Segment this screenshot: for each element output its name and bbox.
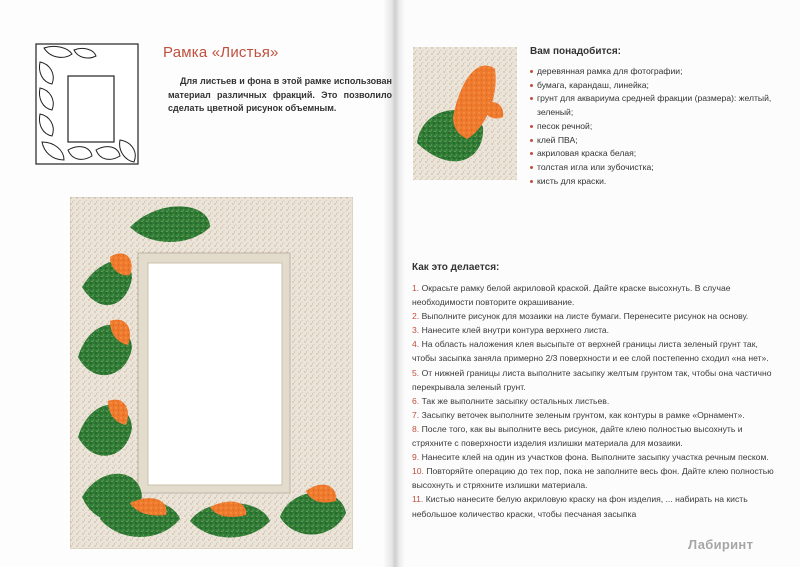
intro-text: Для листьев и фона в этой рамке использован материал различных фракций. Это позволило сделать цветной рисунок объемным. xyxy=(168,76,392,113)
step-text: От нижней границы листа выполните засыпку желтым грунтом так, чтобы она частично перекрывала зеленый грунт. xyxy=(412,367,772,392)
leaves-frame-photo xyxy=(70,197,353,549)
step-item xyxy=(412,281,780,309)
step-number: 3. xyxy=(412,325,420,336)
step-item xyxy=(412,464,780,492)
step-item xyxy=(412,394,780,408)
step-text: После того, как вы выполните весь рисунок, дайте клею полностью высохнуть и стряхните с поверхности изделия излишки материала для мозаики. xyxy=(412,423,743,449)
step-item xyxy=(412,323,780,337)
leaf-closeup-photo xyxy=(413,47,517,180)
step-number: 11. xyxy=(412,494,424,505)
step-text: Повторяйте операцию до тех пор, пока не заполните весь фон. Дайте клею полностью высохнуть и стряхните излишки материала. xyxy=(412,466,774,491)
step-number: 1. xyxy=(412,283,420,293)
step-item xyxy=(412,422,780,450)
step-item xyxy=(412,366,780,394)
frame-scheme-diagram xyxy=(34,42,140,170)
list-item: кисть для краски. xyxy=(530,175,780,189)
step-item xyxy=(412,408,780,422)
step-text: Кистью нанесите белую акриловую краску на фон изделия, ... набирать на кисть небольшое количество краски, чтобы песчаная засыпка xyxy=(412,494,748,519)
step-item xyxy=(412,309,780,323)
watermark-logo: Лабиринт xyxy=(688,537,754,552)
list-item: деревянная рамка для фотографии; xyxy=(530,65,780,79)
steps-heading: Как это делается: xyxy=(412,262,500,273)
step-number: 2. xyxy=(412,311,420,322)
step-text: Окрасьте рамку белой акриловой краской. Дайте краске высохнуть. В случае необходимости повторите окрашивание. xyxy=(412,283,731,308)
list-item: песок речной; xyxy=(530,120,780,134)
step-text: Выполните рисунок для мозаики на листе бумаги. Перенесите рисунок на основу. xyxy=(421,311,749,322)
step-item xyxy=(412,337,780,365)
materials-list xyxy=(530,65,780,188)
list-item: грунт для аквариума средней фракции (размера): желтый, зеленый; xyxy=(530,92,780,119)
step-number: 9. xyxy=(412,452,420,463)
step-text: Так же выполните засыпку остальных листьев. xyxy=(421,395,610,406)
step-text: Засыпку веточек выполните зеленым грунтом, как контуры в рамке «Орнамент». xyxy=(421,409,745,420)
step-number: 4. xyxy=(412,339,420,350)
page-title: Рамка «Листья» xyxy=(163,44,279,61)
step-number: 6. xyxy=(412,395,420,406)
list-item: акриловая краска белая; xyxy=(530,147,780,161)
step-number: 7. xyxy=(412,409,420,420)
step-item xyxy=(412,450,780,464)
step-number: 5. xyxy=(412,367,420,378)
list-item: клей ПВА; xyxy=(530,134,780,148)
steps-list xyxy=(412,281,780,521)
step-number: 8. xyxy=(412,423,420,434)
needs-heading: Вам понадобится: xyxy=(530,46,621,57)
step-text: Нанесите клей внутри контура верхнего листа. xyxy=(421,325,610,336)
step-item xyxy=(412,492,780,520)
step-text: Нанесите клей на один из участков фона. Выполните засыпку участка речным песком. xyxy=(421,452,769,463)
step-number: 10. xyxy=(412,466,424,477)
list-item: толстая игла или зубочистка; xyxy=(530,161,780,175)
step-text: На область наложения клея высыпьте от верхней границы листа зеленый грунт так, чтобы засыпка заняла примерно 2/3 поверхности и ее слой постепенно сходил «на нет». xyxy=(412,339,769,364)
list-item: бумага, карандаш, линейка; xyxy=(530,79,780,93)
